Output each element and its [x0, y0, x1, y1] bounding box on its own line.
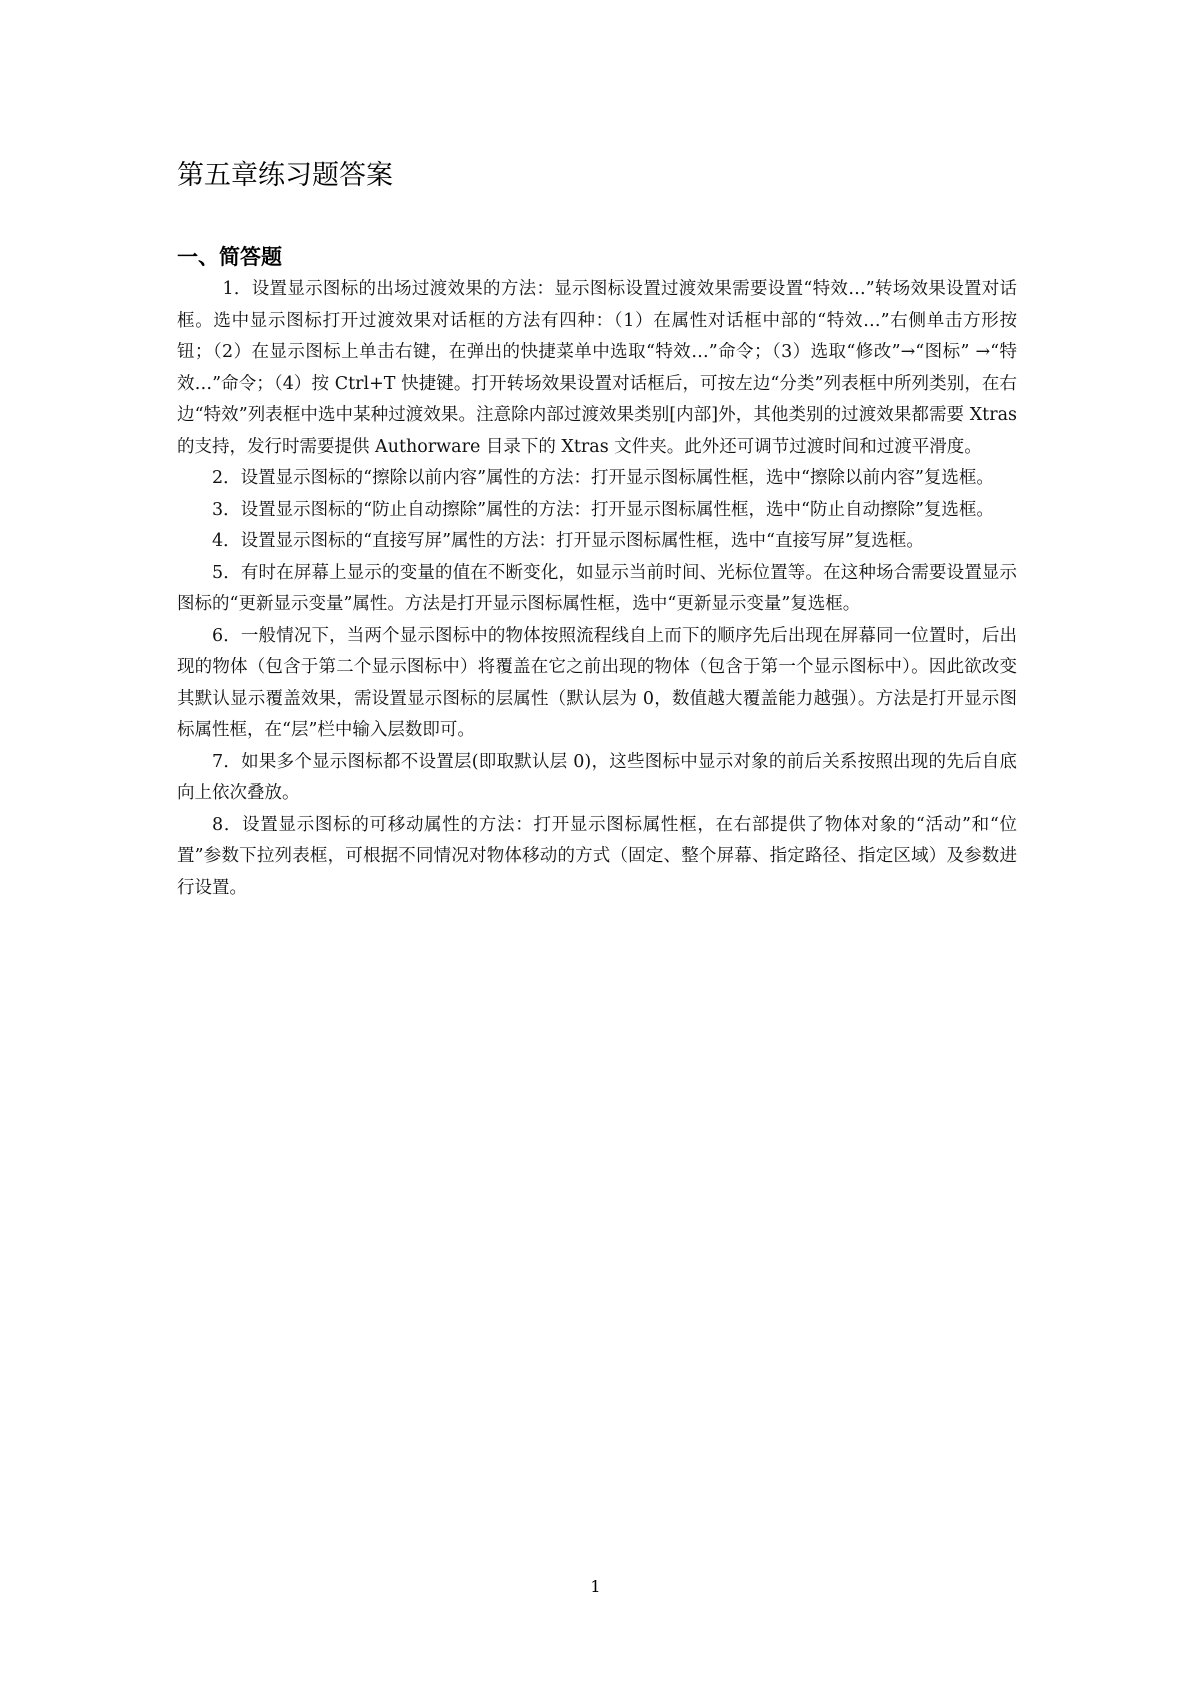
answer-paragraph-3: 3．设置显示图标的“防止自动擦除”属性的方法：打开显示图标属性框，选中“防止自动擦除”复选框。 [212, 499, 994, 520]
answer-paragraph-1: 1．设置显示图标的出场过渡效果的方法：显示图标设置过渡效果需要设置“特效…”转场效果设置对话框。选中显示图标打开过渡效果对话框的方法有四种：（1）在属性对话框中部的“特效…”右侧单击方形按钮；（2）在显示图标上单击右键，在弹出的快捷菜单中选取“特效…”命令；（3）选取“修改”→“图标” →“特效…”命令；（4）按 Ctrl+T 快捷键。打开转场效果设置对话框后，可按左边“分类”列表框中所列类别，在右边“特效”列表框中选中某种过渡效果。注意除内部过渡效果类别[内部]外，其他类别的过渡效果都需要 Xtras 的支持，发行时需要提供 Authorware 目录下的 Xtras 文件夹。此外还可调节过渡时间和过渡平滑度。 [177, 279, 1017, 457]
answer-paragraph-6: 6．一般情况下，当两个显示图标中的物体按照流程线自上而下的顺序先后出现在屏幕同一位置时，后出现的物体（包含于第二个显示图标中）将覆盖在它之前出现的物体（包含于第一个显示图标中）。因此欲改变其默认显示覆盖效果，需设置显示图标的层属性（默认层为 0，数值越大覆盖能力越强）。方法是打开显示图标属性框，在“层”栏中输入层数即可。 [177, 625, 1017, 740]
answer-paragraph-2: 2．设置显示图标的“擦除以前内容”属性的方法：打开显示图标属性框，选中“擦除以前内容”复选框。 [212, 468, 994, 488]
answer-body [177, 274, 1017, 904]
answer-paragraph-4: 4．设置显示图标的“直接写屏”属性的方法：打开显示图标属性框，选中“直接写屏”复选框。 [212, 531, 924, 551]
page-title: 第五章练习题答案 [177, 160, 393, 191]
section-heading: 一、简答题 [177, 245, 282, 269]
answer-paragraph-7: 7．如果多个显示图标都不设置层(即取默认层 0)，这些图标中显示对象的前后关系按照出现的先后自底向上依次叠放。 [177, 751, 1017, 803]
answer-paragraph-8: 8．设置显示图标的可移动属性的方法：打开显示图标属性框，在右部提供了物体对象的“活动”和“位置”参数下拉列表框，可根据不同情况对物体移动的方式（固定、整个屏幕、指定路径、指定区域）及参数进行设置。 [177, 814, 1017, 898]
answer-paragraph-5: 5．有时在屏幕上显示的变量的值在不断变化，如显示当前时间、光标位置等。在这种场合需要设置显示图标的“更新显示变量”属性。方法是打开显示图标属性框，选中“更新显示变量”复选框。 [177, 562, 1017, 614]
page-number: 1 [590, 1577, 601, 1596]
